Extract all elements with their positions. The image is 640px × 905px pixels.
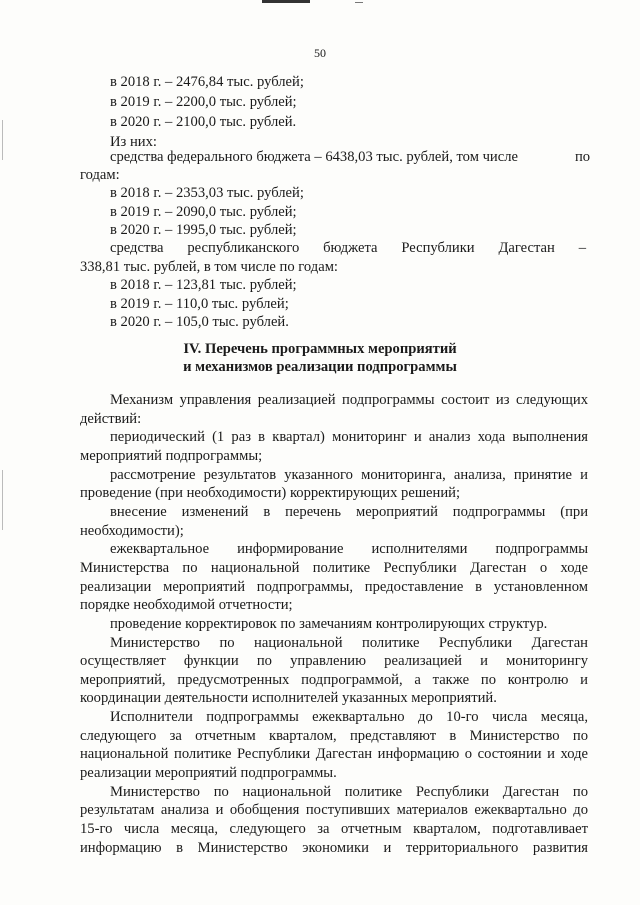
body-line: Министерство по национальной политике Республики Дагестан по (110, 783, 588, 800)
funding-line: в 2018 г. – 2476,84 тыс. рублей; (110, 74, 304, 90)
body-line: проведение корректировок по замечаниям контролирующих структур. (110, 615, 548, 632)
body-line: 15-го числа месяца, следующего за отчетным кварталом, подготавливает (80, 821, 588, 837)
scan-artifact (2, 470, 3, 530)
federal-year: в 2018 г. – 2353,03 тыс. рублей; (110, 185, 304, 201)
body-line: действий: (80, 410, 142, 427)
federal-line-end: по (575, 149, 591, 165)
body-line: национальной политике Республики Дагестан информацию о состоянии и ходе (80, 746, 588, 763)
scan-artifact (262, 0, 310, 3)
body-line: мероприятий, предусмотренных подпрограммой, а также по контролю и (80, 671, 588, 688)
republic-year: в 2020 г. – 105,0 тыс. рублей. (110, 314, 289, 330)
funding-line: в 2019 г. – 2200,0 тыс. рублей; (110, 94, 297, 110)
body-line: ежеквартальное информирование исполнителями подпрограммы (110, 541, 588, 558)
body-line: Министерства по национальной политике Республики Дагестан о ходе (80, 559, 588, 576)
body-line: порядке необходимой отчетности; (80, 597, 293, 614)
funding-line: в 2020 г. – 2100,0 тыс. рублей. (110, 114, 297, 130)
body-line: осуществляет функции по управлению реализацией и мониторингу (80, 653, 588, 670)
republic-year: в 2019 г. – 110,0 тыс. рублей; (110, 296, 289, 312)
body-line: рассмотрение результатов указанного мониторинга, анализа, принятие и (110, 466, 588, 483)
funding-line: Из них: (110, 134, 157, 150)
republic-line: средства республиканского бюджета Республики Дагестан – (110, 240, 586, 256)
republic-line-cont: 338,81 тыс. рублей, в том числе по годам: (80, 259, 338, 275)
federal-year: в 2020 г. – 1995,0 тыс. рублей; (110, 222, 297, 238)
body-line: необходимости); (80, 522, 184, 539)
federal-line: средства федерального бюджета – 6438,03 тыс. рублей, том числе (110, 149, 518, 165)
body-line: реализации мероприятий подпрограммы, предоставление в установленном (80, 578, 588, 595)
federal-line-cont: годам: (80, 167, 120, 183)
body-line: Исполнители подпрограммы ежеквартально до 10-го числа месяца, (110, 709, 588, 725)
body-line: следующего за отчетным кварталом, представляют в Министерство по (80, 727, 588, 744)
body-line: результатам анализа и обобщения поступивших материалов ежеквартально до (80, 802, 588, 819)
body-line: мероприятий подпрограммы; (80, 447, 263, 464)
body-line: информацию в Министерство экономики и территориального развития (80, 839, 588, 856)
body-line: Механизм управления реализацией подпрограммы состоит из следующих (110, 392, 588, 408)
body-line: реализации мероприятий подпрограммы. (80, 765, 337, 781)
body-line: проведение (при необходимости) корректирующих решений; (80, 485, 461, 502)
section-heading: и механизмов реализации подпрограммы (183, 359, 457, 375)
republic-year: в 2018 г. – 123,81 тыс. рублей; (110, 277, 297, 293)
federal-year: в 2019 г. – 2090,0 тыс. рублей; (110, 204, 297, 220)
body-line: периодический (1 раз в квартал) мониторинг и анализ хода выполнения (110, 429, 588, 446)
body-line: внесение изменений в перечень мероприятий подпрограммы (при (110, 503, 588, 520)
page-number: 50 (314, 46, 326, 60)
section-heading: IV. Перечень программных мероприятий (183, 341, 457, 357)
body-line: координации деятельности исполнителей указанных мероприятий. (80, 690, 497, 707)
scan-artifact (355, 2, 363, 3)
body-line: Министерство по национальной политике Республики Дагестан (110, 634, 588, 651)
scan-artifact (2, 120, 3, 160)
